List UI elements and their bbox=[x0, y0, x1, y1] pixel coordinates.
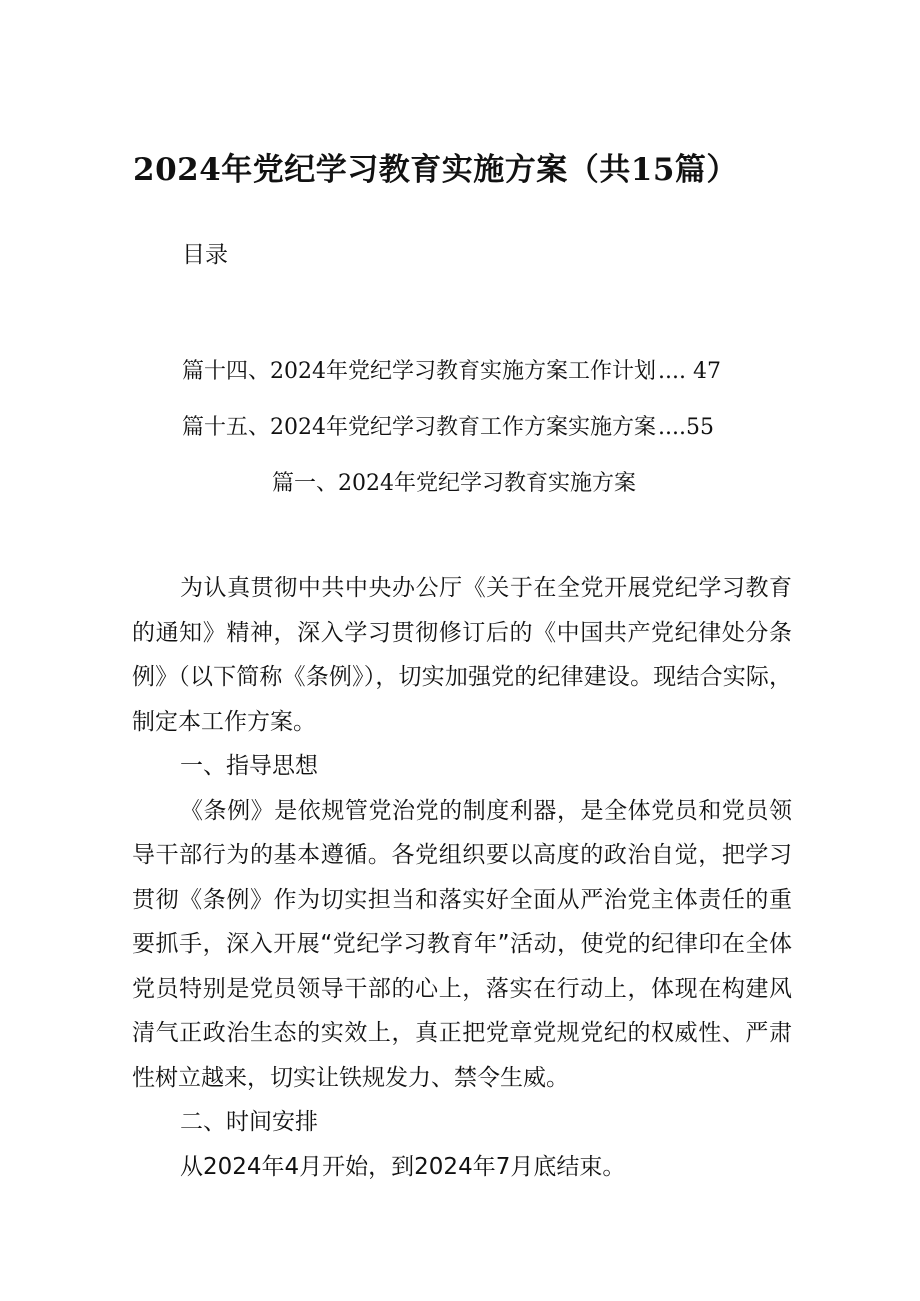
document-body bbox=[132, 566, 792, 1189]
heading-guiding-thought: 一、指导思想 bbox=[180, 753, 318, 779]
toc-entry[interactable] bbox=[182, 410, 714, 441]
toc-entry-leader: .... bbox=[658, 359, 686, 384]
toc-entry-label: 篇十五、2024年党纪学习教育工作方案实施方案 bbox=[182, 415, 656, 440]
toc-entry-page: 47 bbox=[692, 359, 721, 384]
paragraph-guiding-thought: 《条例》是依规管党治党的制度利器，是全体党员和党员领导干部行为的基本遵循。各党组织要以高度的政治自觉，把学习贯彻《条例》作为切实担当和落实好全面从严治党主体责任的重要抓手，深入开展“党纪学习教育年”活动，使党的纪律印在全体党员特别是党员领导干部的心上，落实在行动上，体现在构建风清气正政治生态的实效上，真正把党章党规党纪的权威性、严肃性树立越来，切实让铁规发力、禁令生威。 bbox=[132, 797, 792, 1091]
toc-heading: 目录 bbox=[182, 242, 228, 268]
toc-entry-label: 篇十四、2024年党纪学习教育实施方案工作计划 bbox=[182, 359, 656, 384]
toc-entry-page: 55 bbox=[685, 415, 714, 440]
section-title: 篇一、2024年党纪学习教育实施方案 bbox=[272, 471, 636, 496]
paragraph-intro: 为认真贯彻中共中央办公厅《关于在全党开展党纪学习教育的通知》精神，深入学习贯彻修订后的《中国共产党纪律处分条例》（以下简称《条例》），切实加强党的纪律建设。现结合实际，制定本工作方案。 bbox=[132, 575, 792, 735]
toc-entry[interactable] bbox=[182, 354, 721, 385]
paragraph-schedule: 从2024年4月开始，到2024年7月底结束。 bbox=[180, 1153, 626, 1180]
document-title: 2024年党纪学习教育实施方案（共15篇） bbox=[133, 152, 738, 188]
heading-schedule: 二、时间安排 bbox=[180, 1109, 318, 1135]
toc-entry-leader: .... bbox=[658, 415, 686, 440]
